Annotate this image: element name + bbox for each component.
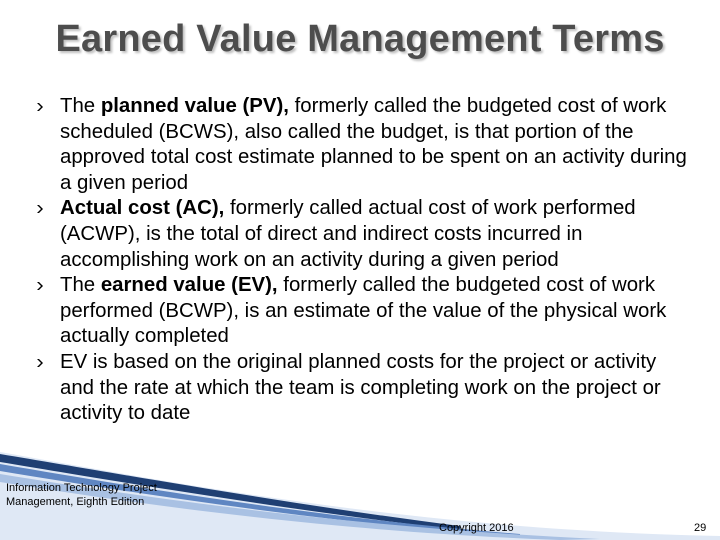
arrow-bullet-icon bbox=[34, 101, 46, 113]
slide-title: Earned Value Management Terms bbox=[55, 18, 665, 60]
bullet-term: Actual cost (AC), bbox=[60, 197, 225, 220]
bullet-text-after: formerly called actual cost of work performed (ACWP), is the total of direct and indirect costs incurred in accomplishing work on an activity during a given period bbox=[60, 197, 636, 271]
bullet-term: planned value (PV), bbox=[100, 95, 289, 117]
bullet-text-before: The bbox=[60, 274, 101, 297]
bullet-text-after: formerly called the budgeted cost of work performed (BCWP), is an estimate of the value of the physical work actually completed bbox=[60, 274, 667, 348]
bullet-list bbox=[34, 94, 694, 427]
slide-number: 29 bbox=[694, 522, 707, 534]
bullet-item bbox=[34, 94, 694, 196]
book-title-line: Information Technology Project bbox=[6, 482, 157, 494]
bullet-text-before: The bbox=[60, 95, 101, 117]
book-title-footer bbox=[6, 481, 157, 509]
copyright-text: Copyright 2016 bbox=[439, 522, 514, 534]
arrow-bullet-icon bbox=[34, 357, 46, 369]
bullet-item bbox=[34, 350, 694, 427]
bullet-text-before: EV is based on the original planned costs for the project or activity and the rate at which the team is completing work on the project or activity to date bbox=[60, 350, 661, 425]
bullet-item bbox=[34, 273, 694, 350]
bullet-text-after: formerly called the budgeted cost of work scheduled (BCWS), also called the budget, is that portion of the approved total cost estimate planned to be spent on an activity during a given period bbox=[60, 95, 687, 194]
bullet-term: earned value (EV), bbox=[100, 274, 278, 297]
arrow-bullet-icon bbox=[34, 280, 46, 292]
book-title-line: Management, Eighth Edition bbox=[6, 496, 145, 508]
arrow-bullet-icon bbox=[34, 203, 46, 215]
bullet-item bbox=[34, 196, 694, 273]
